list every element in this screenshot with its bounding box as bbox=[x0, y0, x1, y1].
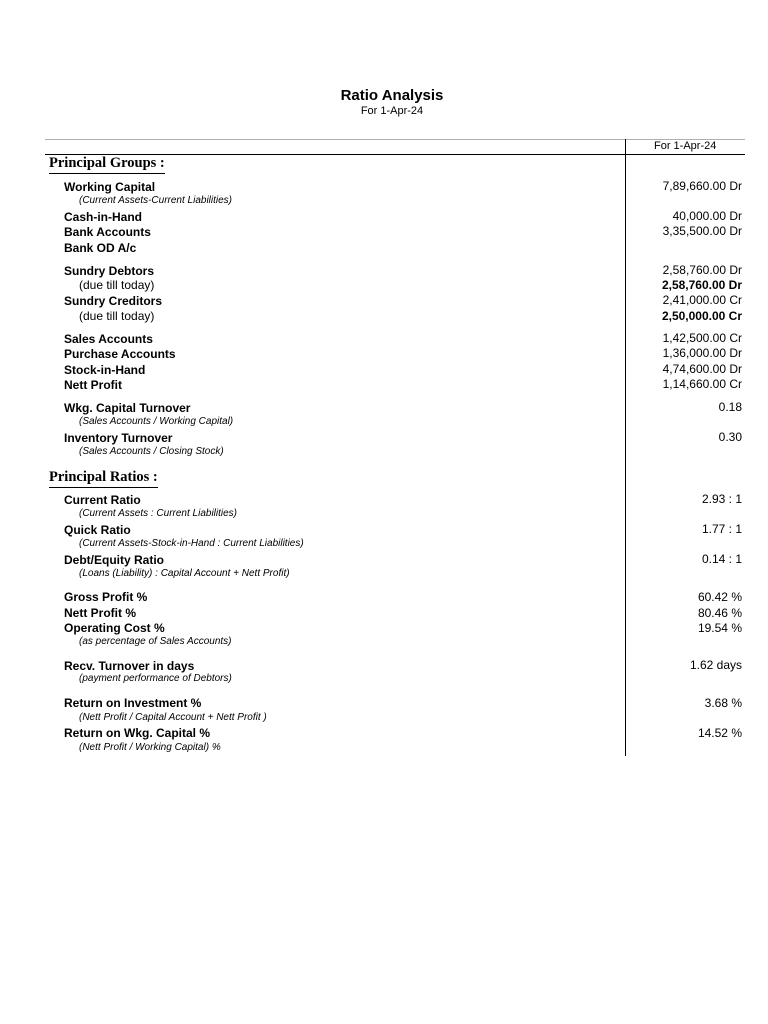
sundry-debtors-due-label: (due till today) bbox=[79, 278, 155, 292]
working-capital-note: (Current Assets-Current Liabilities) bbox=[79, 195, 233, 206]
debt-equity-label: Debt/Equity Ratio bbox=[64, 553, 165, 567]
bank-od-label: Bank OD A/c bbox=[64, 241, 137, 255]
column-header: For 1-Apr-24 bbox=[654, 140, 717, 152]
nett-profit-value: 1,14,660.00 Cr bbox=[662, 377, 742, 391]
purchase-accounts-label: Purchase Accounts bbox=[64, 347, 176, 361]
bank-accounts-value: 3,35,500.00 Dr bbox=[662, 224, 742, 238]
nett-profit-label: Nett Profit bbox=[64, 378, 122, 392]
current-ratio-label: Current Ratio bbox=[64, 493, 141, 507]
sundry-creditors-label: Sundry Creditors bbox=[64, 294, 163, 308]
inventory-turnover-value: 0.30 bbox=[718, 430, 742, 444]
gross-profit-label: Gross Profit % bbox=[64, 590, 148, 604]
sundry-debtors-due-value: 2,58,760.00 Dr bbox=[661, 278, 742, 292]
sundry-debtors-value: 2,58,760.00 Dr bbox=[662, 263, 742, 277]
sundry-debtors-label: Sundry Debtors bbox=[64, 264, 155, 278]
operating-cost-value: 19.54 % bbox=[697, 621, 742, 635]
working-capital-label: Working Capital bbox=[64, 180, 156, 194]
column-divider bbox=[625, 139, 626, 756]
nett-profit-pct-value: 80.46 % bbox=[697, 606, 742, 620]
cash-in-hand-value: 40,000.00 Dr bbox=[672, 209, 742, 223]
cash-in-hand-label: Cash-in-Hand bbox=[64, 210, 142, 224]
sundry-creditors-due-value: 2,50,000.00 Cr bbox=[661, 309, 742, 323]
sundry-creditors-value: 2,41,000.00 Cr bbox=[662, 293, 742, 307]
return-on-investment-note: (Nett Profit / Capital Account + Nett Profit ) bbox=[79, 712, 267, 723]
operating-cost-note: (as percentage of Sales Accounts) bbox=[79, 636, 232, 647]
report-subtitle: For 1-Apr-24 bbox=[360, 105, 424, 117]
header-top-rule bbox=[45, 139, 745, 140]
current-ratio-note: (Current Assets : Current Liabilities) bbox=[79, 508, 238, 519]
return-on-wkg-capital-label: Return on Wkg. Capital % bbox=[64, 726, 211, 740]
wkg-capital-turnover-label: Wkg. Capital Turnover bbox=[64, 401, 191, 415]
sundry-creditors-due-label: (due till today) bbox=[79, 309, 155, 323]
return-on-investment-value: 3.68 % bbox=[704, 696, 742, 710]
gross-profit-value: 60.42 % bbox=[697, 590, 742, 604]
sales-accounts-value: 1,42,500.00 Cr bbox=[662, 331, 742, 345]
stock-in-hand-label: Stock-in-Hand bbox=[64, 363, 146, 377]
recv-turnover-label: Recv. Turnover in days bbox=[64, 659, 195, 673]
inventory-turnover-note: (Sales Accounts / Closing Stock) bbox=[79, 446, 224, 457]
section-heading-principal-groups: Principal Groups : bbox=[49, 155, 165, 174]
recv-turnover-value: 1.62 days bbox=[689, 658, 742, 672]
return-on-investment-label: Return on Investment % bbox=[64, 696, 202, 710]
report-title: Ratio Analysis bbox=[340, 87, 444, 104]
quick-ratio-value: 1.77 : 1 bbox=[701, 522, 742, 536]
recv-turnover-note: (payment performance of Debtors) bbox=[79, 673, 232, 684]
quick-ratio-label: Quick Ratio bbox=[64, 523, 131, 537]
operating-cost-label: Operating Cost % bbox=[64, 621, 165, 635]
debt-equity-value: 0.14 : 1 bbox=[701, 552, 742, 566]
nett-profit-pct-label: Nett Profit % bbox=[64, 606, 136, 620]
stock-in-hand-value: 4,74,600.00 Dr bbox=[662, 362, 742, 376]
wkg-capital-turnover-note: (Sales Accounts / Working Capital) bbox=[79, 416, 234, 427]
quick-ratio-note: (Current Assets-Stock-in-Hand : Current Liabilities) bbox=[79, 538, 304, 549]
inventory-turnover-label: Inventory Turnover bbox=[64, 431, 173, 445]
return-on-wkg-capital-value: 14.52 % bbox=[697, 726, 742, 740]
purchase-accounts-value: 1,36,000.00 Dr bbox=[662, 346, 742, 360]
working-capital-value: 7,89,660.00 Dr bbox=[662, 179, 742, 193]
sales-accounts-label: Sales Accounts bbox=[64, 332, 153, 346]
bank-accounts-label: Bank Accounts bbox=[64, 225, 151, 239]
section-heading-principal-ratios: Principal Ratios : bbox=[49, 469, 158, 488]
debt-equity-note: (Loans (Liability) : Capital Account + Nett Profit) bbox=[79, 568, 290, 579]
current-ratio-value: 2.93 : 1 bbox=[701, 492, 742, 506]
wkg-capital-turnover-value: 0.18 bbox=[718, 400, 742, 414]
return-on-wkg-capital-note: (Nett Profit / Working Capital) % bbox=[79, 742, 221, 753]
